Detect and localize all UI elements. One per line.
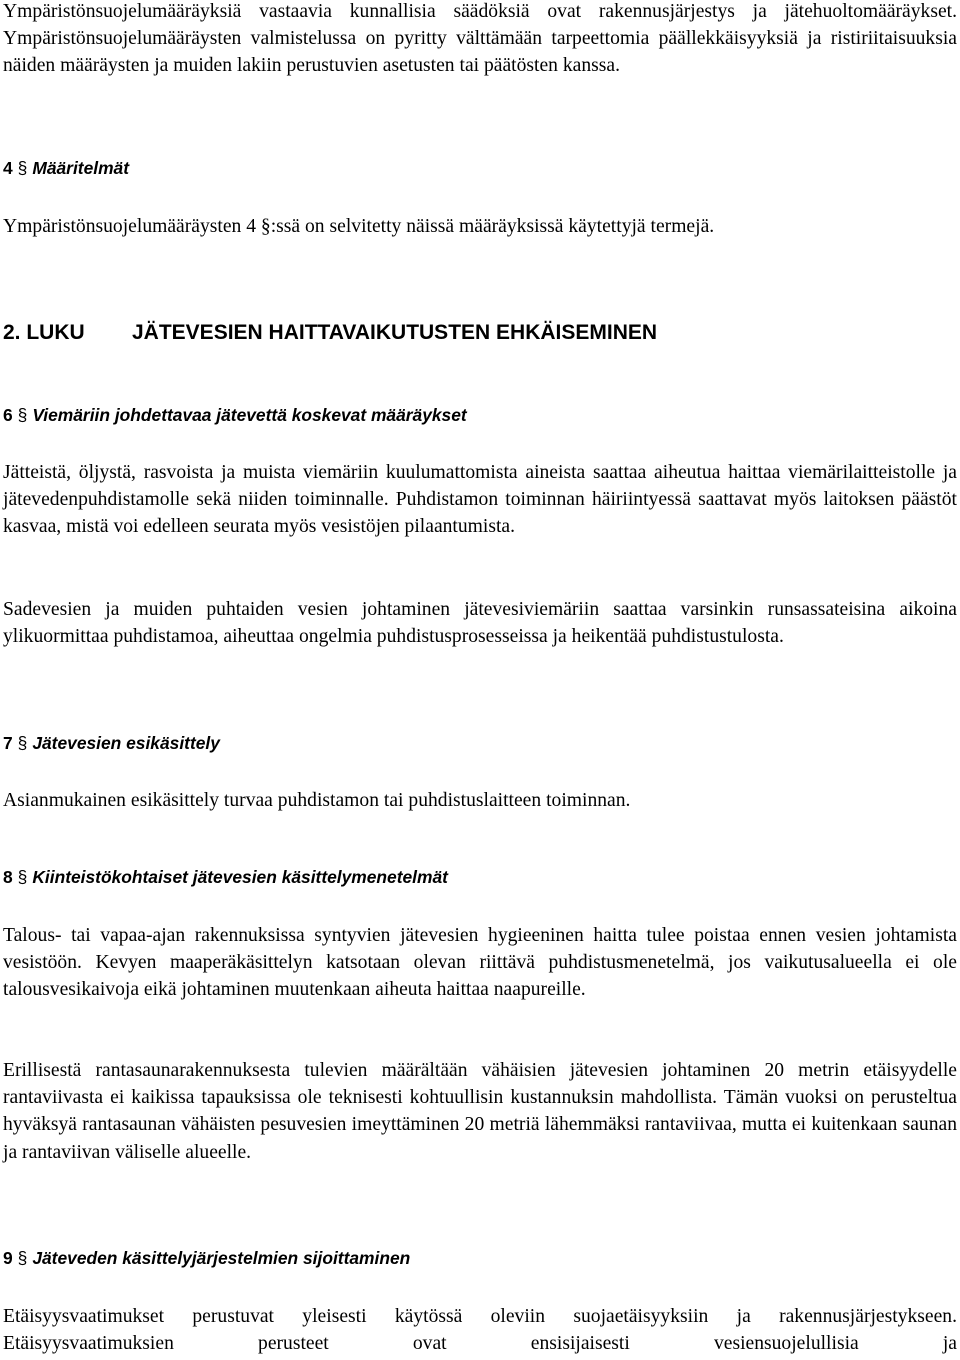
section-6-paragraph-2: Sadevesien ja muiden puhtaiden vesien johtaminen jätevesiviemäriin saattaa varsinkin runsassateisina aikoina ylikuormittaa puhdistamoa, aiheuttaa ongelmia puhdistusprosesseissa ja heikentää puhdistustulosta. (3, 599, 957, 648)
section-symbol: § (17, 158, 28, 178)
chapter-title: JÄTEVESIEN HAITTAVAIKUTUSTEN EHKÄISEMINEN (132, 321, 658, 344)
section-title: Määritelmät (32, 158, 129, 178)
chapter-number: 2. LUKU (3, 321, 85, 344)
section-title: Kiinteistökohtaiset jätevesien käsittelymenetelmät (32, 867, 448, 887)
section-6-heading (3, 404, 957, 426)
section-number: 7 (3, 733, 13, 753)
section-6-paragraph-1: Jätteistä, öljystä, rasvoista ja muista viemäriin kuulumattomista aineista saattaa aiheutua haittaa viemärilaitteistolle ja jätevedenpuhdistamolle sekä niiden toiminnalle. Puhdistamon toiminnan häiriintyessä saattavat myös laitoksen päästöt kasvaa, mistä voi edelleen seurata myös vesistöjen pilaantumista. (3, 462, 957, 538)
section-title: Jätevesien esikäsittely (32, 733, 220, 753)
section-7-paragraph: Asianmukainen esikäsittely turvaa puhdistamon tai puhdistuslaitteen toiminnan. (3, 790, 631, 811)
section-symbol: § (17, 733, 28, 753)
intro-paragraph: Ympäristönsuojelumääräyksiä vastaavia kunnallisia säädöksiä ovat rakennusjärjestys ja jätehuoltomääräykset. Ympäristönsuojelumääräysten valmistelussa on pyritty välttämään tarpeettomia päällekkäisyyksiä ja ristiriitaisuuksia näiden määräysten ja muiden lakiin perustuvien asetusten tai päätösten kanssa. (3, 1, 957, 77)
section-8-heading (3, 866, 957, 888)
section-9-heading (3, 1247, 957, 1269)
section-symbol: § (17, 1248, 28, 1268)
section-symbol: § (17, 405, 28, 425)
section-number: 9 (3, 1248, 13, 1268)
section-number: 4 (3, 158, 13, 178)
section-number: 8 (3, 867, 13, 887)
section-8-paragraph-2: Erillisestä rantasaunarakennuksesta tulevien määrältään vähäisien jätevesien johtaminen 20 metrin etäisyydelle rantaviivasta ei kaikissa tapauksissa ole teknisesti kohtuullisin kustannuksin mahdollista. Tämän vuoksi on perusteltua hyväksyä rantasaunan vähäisten pesuvesien imeyttäminen 20 metriä lähemmäksi rantaviivaa, mutta ei kuitenkaan saunan ja rantaviivan väliselle alueelle. (3, 1060, 957, 1163)
section-8-paragraph-1: Talous- tai vapaa-ajan rakennuksissa syntyvien jätevesien hygieeninen haitta tulee poistaa ennen vesien johtamista vesistöön. Kevyen maaperäkäsittelyn katsotaan olevan riittävä puhdistusmenetelmä, jos vaikutusalueella ei ole talousvesikaivoja eikä johtaminen muutenkaan aiheuta haittaa naapureille. (3, 925, 957, 1001)
section-4-paragraph: Ympäristönsuojelumääräysten 4 §:ssä on selvitetty näissä määräyksissä käytettyjä termejä. (3, 216, 715, 237)
section-title: Jäteveden käsittelyjärjestelmien sijoittaminen (32, 1248, 411, 1268)
section-number: 6 (3, 405, 13, 425)
section-symbol: § (17, 867, 28, 887)
chapter-2-heading (3, 320, 957, 346)
section-7-heading (3, 732, 957, 754)
section-4-heading (3, 157, 957, 179)
section-title: Viemäriin johdettavaa jätevettä koskevat määräykset (32, 405, 467, 425)
section-9-paragraph: Etäisyysvaatimukset perustuvat yleisesti käytössä oleviin suojaetäisyyksiin ja rakennusjärjestykseen. Etäisyysvaatimuksien perusteet ovat ensisijaisesti vesiensuojelullisia ja (3, 1306, 957, 1355)
